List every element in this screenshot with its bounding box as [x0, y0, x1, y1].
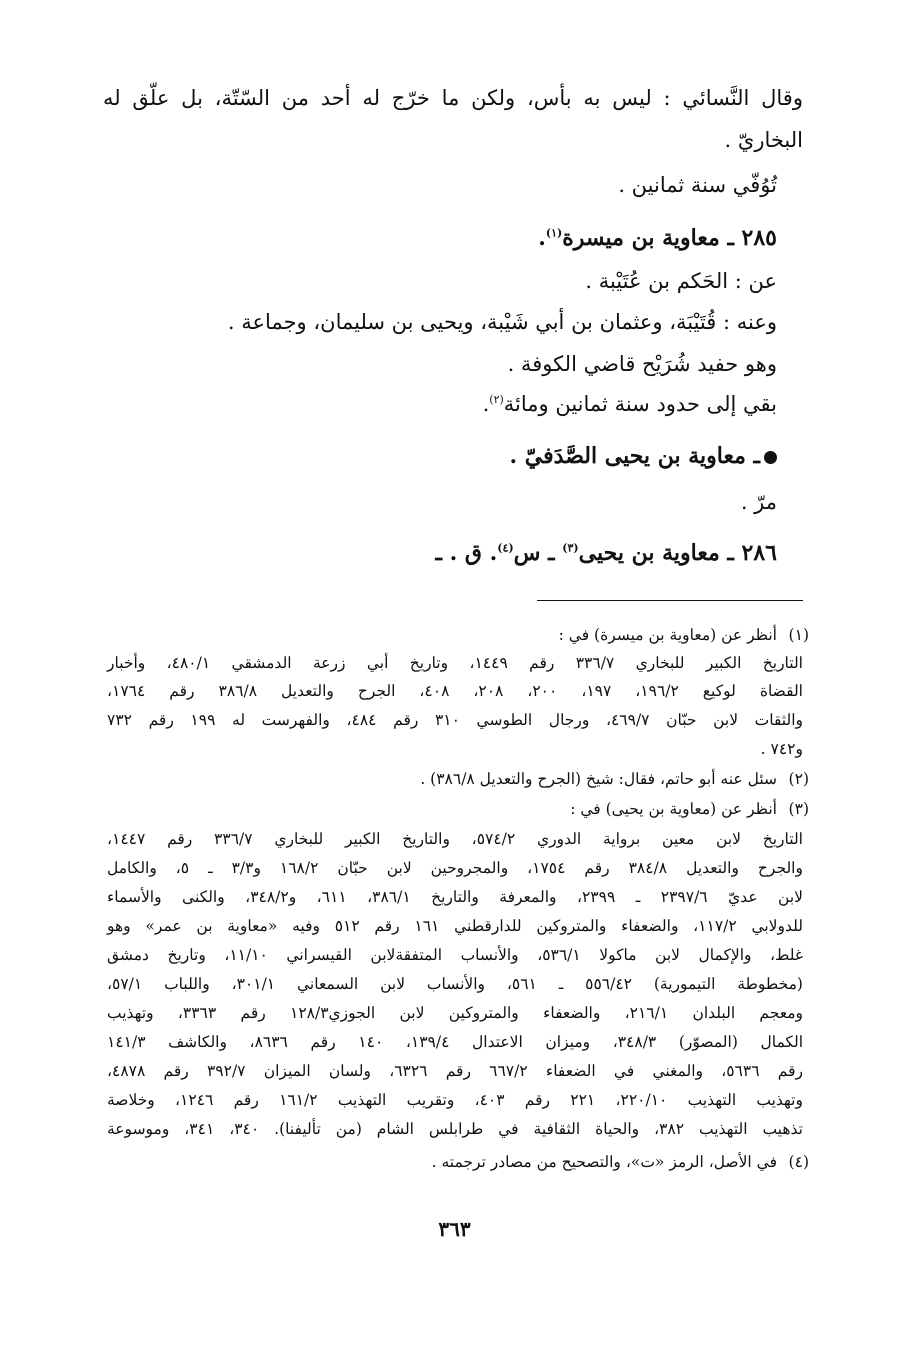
footnote-3-line-9: الكمال (المصوّر) ٣٤٨/٣، وميزان الاعتدال ١٣٩/٤، ١٤٠ رقم ٨٦٣٦، والكاشف ١٤١/٣ [107, 1033, 803, 1051]
footnote-ref-2[interactable]: (٢) [489, 393, 504, 406]
entry-286-end: . ق . ـ [435, 540, 498, 566]
entry-286-title: ٢٨٦ ـ معاوية بن يحيى [578, 540, 777, 566]
entry-285-heading [538, 225, 777, 251]
main-line-6: وهو حفيد شُرَيْح قاضي الكوفة . [507, 352, 777, 376]
entry-285-end: . [538, 225, 546, 251]
footnote-3-line-2: التاريخ لابن معين برواية الدوري ٥٧٤/٢، والتاريخ الكبير للبخاري ٣٣٦/٧ رقم ١٤٤٧، [107, 830, 803, 848]
footnote-1-line-5: و٧٤٢ . [760, 740, 803, 758]
footnote-3-line-6: غلط، والإكمال لابن ماكولا ٥٣٦/١، والأنساب المتفقةلابن القيسراني ١١/١٠، وتاريخ دمشق [107, 946, 803, 964]
footnote-3-number: (٣) [788, 800, 809, 818]
main-line-5: وعنه : قُتَيْبَة، وعثمان بن أبي شَيْبة، ويحيى بن سليمان، وجماعة . [227, 310, 777, 334]
footnote-3-line-11: وتهذيب التهذيب ٢٢٠/١٠، ٢٢١ رقم ٤٠٣، وتقريب التهذيب ١٦١/٢ رقم ١٢٤٦، وخلاصة [107, 1091, 803, 1109]
entry-286-heading [435, 540, 777, 566]
main-line-7-text: بقي إلى حدود سنة ثمانين ومائة [503, 392, 777, 416]
footnote-2-number: (٢) [788, 770, 809, 788]
footnote-3-line-12: تذهيب التهذيب ٣٨٢، والحياة الثقافية في طرابلس الشام (من تأليفنا). ٣٤٠، ٣٤١، وموسوعة [107, 1120, 803, 1138]
footnote-separator [537, 600, 803, 601]
footnote-2-line-1: سئل عنه أبو حاتم، فقال: شيخ (الجرح والتعديل ٣٨٦/٨) . [420, 770, 777, 788]
entry-286-mid: ـ س [513, 540, 563, 566]
footnote-3-line-3: والجرح والتعديل ٣٨٤/٨ رقم ١٧٥٤، والمجروحين لابن حبّان ١٦٨/٢ و٣/٣ ـ ٥، والكامل [107, 859, 803, 877]
footnote-4-number: (٤) [788, 1153, 809, 1171]
footnote-3-line-10: رقم ٥٦٣٦، والمغني في الضعفاء ٦٦٧/٢ رقم ٦٣٢٦، ولسان الميزان ٣٩٢/٧ رقم ٤٨٧٨، [107, 1062, 803, 1080]
footnote-ref-1[interactable]: (١) [545, 226, 563, 240]
main-line-3: تُوُفّي سنة ثمانين . [618, 173, 777, 197]
footnote-1-line-4: والثقات لابن حبّان ٤٦٩/٧، ورجال الطوسي ٣١٠ رقم ٤٨٤، والفهرست له ١٩٩ رقم ٧٣٢ [107, 711, 803, 729]
entry-285-title: ٢٨٥ ـ معاوية بن ميسرة [562, 225, 777, 251]
bullet-entry [509, 443, 777, 469]
footnote-1-line-3: القضاة لوكيع ١٩٦/٢، ١٩٧، ٢٠٠، ٢٠٨، ٤٠٨، الجرح والتعديل ٣٨٦/٨ رقم ١٧٦٤، [107, 682, 803, 700]
footnote-3-line-1: أنظر عن (معاوية بن يحيى) في : [570, 800, 777, 818]
main-line-7-end: . [482, 392, 490, 416]
bullet-entry-title: ـ معاوية بن يحيى الصَّدَفيّ . [509, 443, 760, 469]
footnote-4-line-1: في الأصل، الرمز «ت»، والتصحيح من مصادر ترجمته . [431, 1153, 777, 1171]
main-line-1: وقال النَّسائي : ليس به بأس، ولكن ما خرّج له أحد من السّتّة، بل علّق له [103, 86, 803, 110]
page-number: ٣٦٣ [438, 1217, 471, 1241]
main-line-2: البخاريّ . [724, 128, 803, 152]
footnote-1-line-1: أنظر عن (معاوية بن ميسرة) في : [558, 626, 777, 644]
bullet-icon [764, 451, 777, 464]
footnote-3-line-4: لابن عديّ ٢٣٩٧/٦ ـ ٢٣٩٩، والمعرفة والتاريخ ٣٨٦/١، ٦١١، و٣٤٨/٢، والكنى والأسماء [107, 888, 804, 906]
footnote-3-line-8: ومعجم البلدان ٢١٦/١، والضعفاء والمتروكين لابن الجوزي١٢٨/٣ رقم ٣٣٦٣، وتهذيب [107, 1004, 803, 1022]
footnote-1-line-2: التاريخ الكبير للبخاري ٣٣٦/٧ رقم ١٤٤٩، وتاريخ أبي زرعة الدمشقي ٤٨٠/١، وأخبار [107, 654, 803, 672]
main-line-8: مرّ . [740, 490, 777, 514]
footnote-3-line-5: للدولابي ١١٧/٢، والضعفاء والمتروكين للدارقطني ١٦١ رقم ٥١٢ وفيه «معاوية بن عمر» وهو [107, 917, 803, 935]
footnote-1-number: (١) [788, 626, 809, 644]
footnote-3-line-7: (مخطوطة التيمورية) ٥٥٦/٤٢ ـ ٥٦١، والأنساب لابن السمعاني ٣٠١/١، واللباب ٥٧/١، [107, 975, 803, 993]
main-line-7 [483, 392, 777, 417]
footnote-ref-4[interactable]: (٤) [497, 541, 514, 555]
main-line-4: عن : الحَكم بن عُتَيْبة . [585, 269, 777, 293]
footnote-ref-3[interactable]: (٣) [562, 541, 579, 555]
